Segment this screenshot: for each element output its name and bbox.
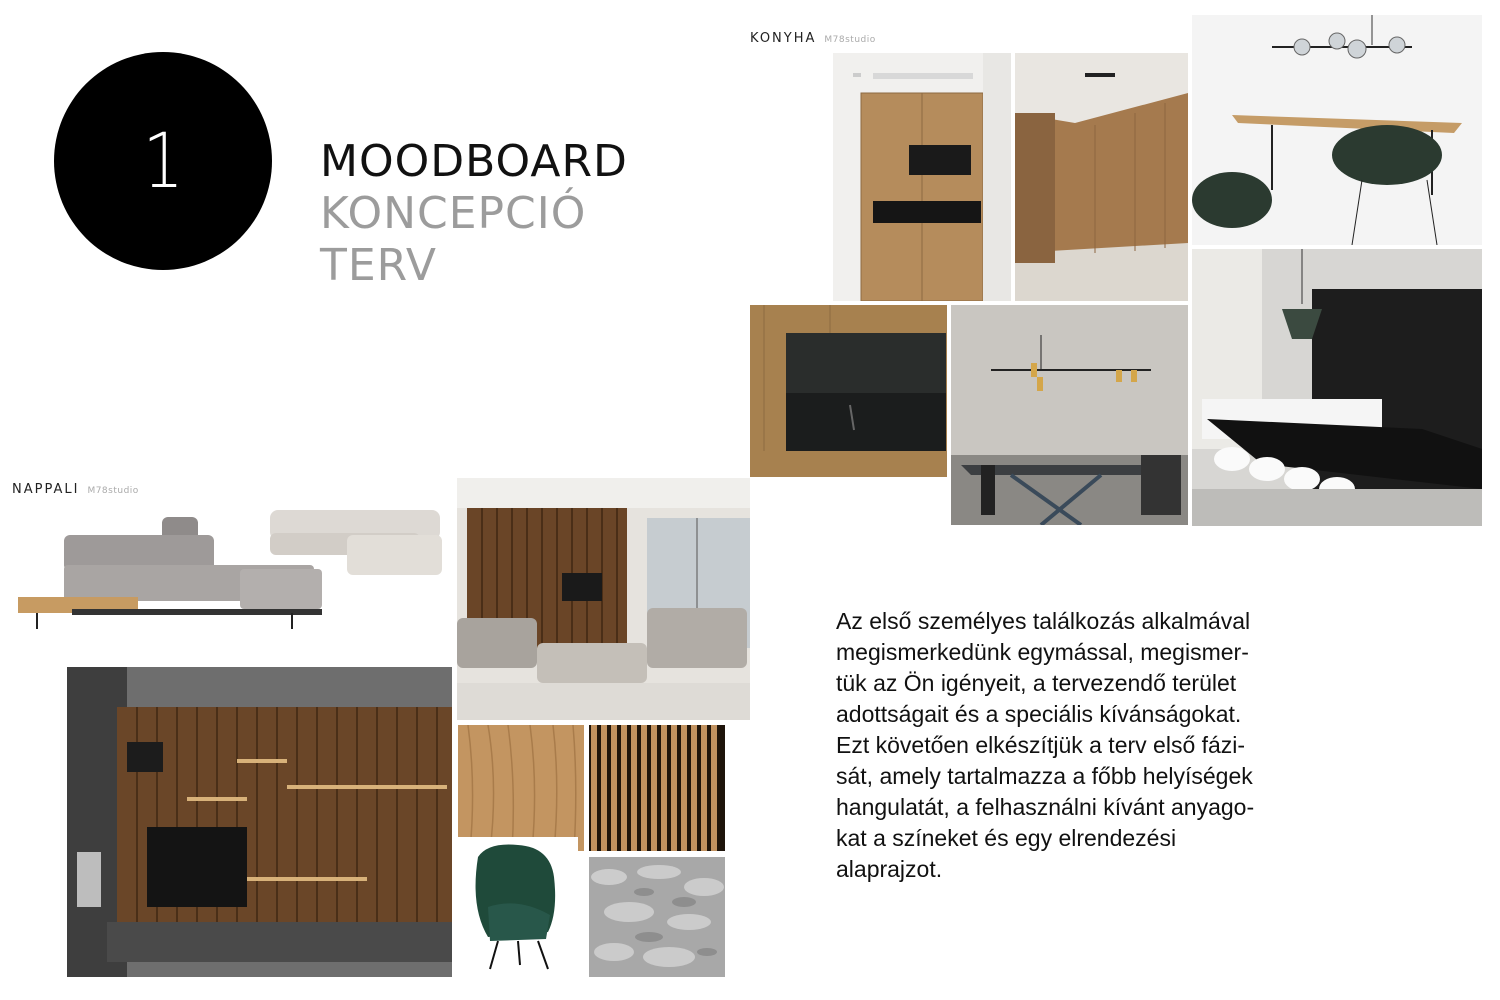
kitchen-black-niche-photo <box>750 305 947 477</box>
dining-table-green-chairs-photo <box>1192 15 1482 245</box>
dining-linear-pendant-photo <box>951 305 1188 525</box>
step-number-badge <box>54 52 272 270</box>
living-room-window-photo <box>457 478 750 720</box>
step-number: 1 <box>142 116 184 205</box>
title-koncepcio: KONCEPCIÓ <box>320 188 587 239</box>
grey-carpet-sample <box>589 857 725 977</box>
kitchen-oak-wall-photo <box>1015 53 1188 301</box>
title-moodboard: MOODBOARD <box>320 136 628 187</box>
green-lounge-chair-photo <box>458 837 578 977</box>
living-room-slat-wall-photo <box>67 667 452 977</box>
description-text: Az első személyes találkozás alkalmával megismerkedünk egymással, megismer- tük az Ön igényeit, a tervezendő terület adottságait és a speciális kívánságokat. Ezt követően elkészítjük a terv első fázi- sát, amely tartalmazza a főbb helyíségek hangulatát, a felhasználni kívánt anyago- kat a színeket és egy elrendezési alaprajzot. <box>836 608 1255 882</box>
living-studio-tag: M78studio <box>87 486 139 496</box>
living-label: NAPPALI <box>12 482 80 497</box>
kitchen-island-white-chairs-photo <box>1192 249 1482 526</box>
sofa-products-photo <box>12 505 452 635</box>
kitchen-niche-photo <box>833 53 1011 301</box>
oak-veneer-sample <box>458 725 584 851</box>
wood-slat-panel-sample <box>589 725 725 851</box>
kitchen-section-label <box>750 31 876 46</box>
kitchen-label: KONYHA <box>750 31 817 46</box>
living-section-label <box>12 482 139 497</box>
page-title <box>320 136 628 292</box>
title-terv: TERV <box>320 240 437 291</box>
kitchen-studio-tag: M78studio <box>824 35 876 45</box>
